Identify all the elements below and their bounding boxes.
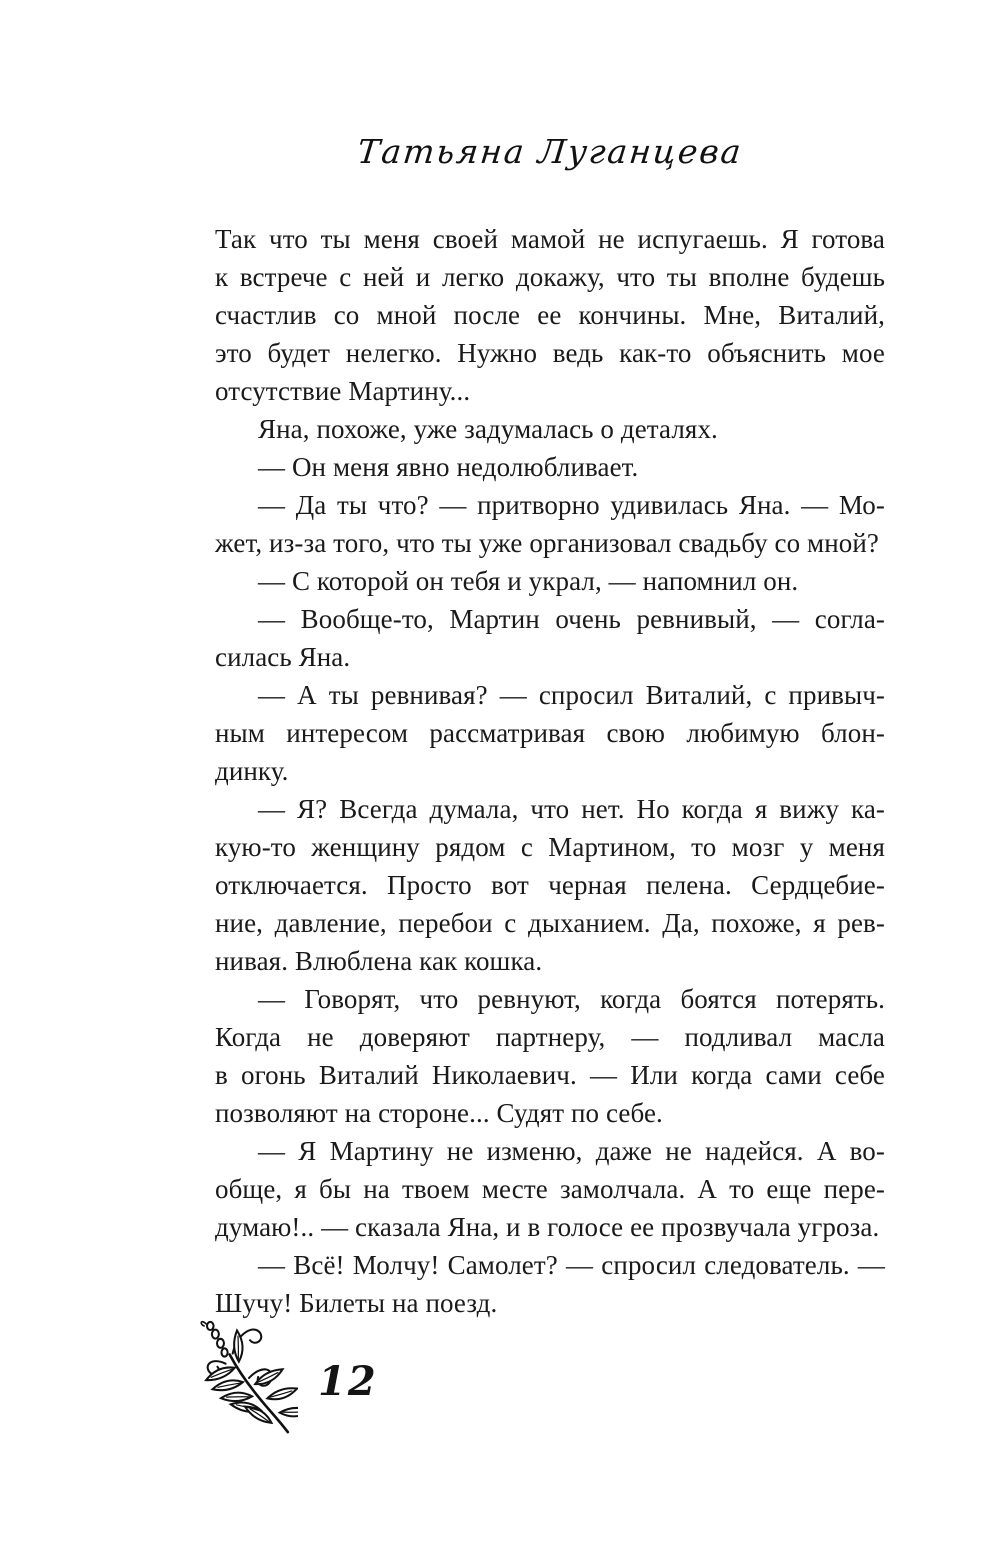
paragraph xyxy=(215,486,885,562)
text-line: позволяют на стороне... Судят по себе. xyxy=(215,1098,663,1128)
text-line: отсутствие Мартину... xyxy=(215,376,471,406)
paragraph xyxy=(215,410,885,448)
text-line: ние, давление, перебои с дыханием. Да, похоже, я рев- xyxy=(215,908,885,938)
text-line: силась Яна. xyxy=(215,642,351,672)
running-header-author: Татьяна Луганцева xyxy=(355,132,745,171)
text-line: Шучу! Билеты на поезд. xyxy=(215,1288,498,1318)
leaf-branch-ornament-icon xyxy=(196,1316,298,1442)
text-line: Яна, похоже, уже задумалась о деталях. xyxy=(258,414,718,444)
text-line: — Вообще-то, Мартин очень ревнивый, — согла- xyxy=(258,604,885,634)
paragraph xyxy=(215,220,885,410)
text-line: динку. xyxy=(215,756,289,786)
text-line: — Я Мартину не изменю, даже не надейся. А во- xyxy=(258,1136,885,1166)
paragraph xyxy=(215,980,885,1132)
text-line: счастлив со мной после ее кончины. Мне, Виталий, xyxy=(215,300,885,330)
text-line: — Говорят, что ревнуют, когда боятся потерять. xyxy=(258,984,885,1014)
text-line: — Он меня явно недолюбливает. xyxy=(258,452,639,482)
paragraph xyxy=(215,562,885,600)
paragraph xyxy=(215,1132,885,1246)
text-line: ным интересом рассматривая свою любимую блон- xyxy=(215,718,885,748)
text-line: — С которой он тебя и украл, — напомнил он. xyxy=(258,566,799,596)
text-line: Когда не доверяют партнеру, — подливал масла xyxy=(215,1022,885,1052)
page-number: 12 xyxy=(318,1358,378,1405)
text-line: — Всё! Молчу! Самолет? — спросил следователь. — xyxy=(258,1250,885,1280)
text-line: жет, из-за того, что ты уже организовал свадьбу со мной? xyxy=(215,528,880,558)
text-line: — Я? Всегда думала, что нет. Но когда я вижу ка- xyxy=(258,794,885,824)
text-line: нивая. Влюблена как кошка. xyxy=(215,946,543,976)
text-block xyxy=(215,220,885,1322)
paragraph xyxy=(215,448,885,486)
text-line: в огонь Виталий Николаевич. — Или когда сами себе xyxy=(215,1060,885,1090)
text-line: Так что ты меня своей мамой не испугаешь. Я готова xyxy=(215,224,885,254)
paragraph xyxy=(215,1246,885,1322)
text-line: это будет нелегко. Нужно ведь как-то объяснить мое xyxy=(215,338,885,368)
text-line: — А ты ревнивая? — спросил Виталий, с привыч- xyxy=(258,680,885,710)
paragraph xyxy=(215,600,885,676)
text-line: думаю!.. — сказала Яна, и в голосе ее прозвучала угроза. xyxy=(215,1212,880,1242)
paragraph xyxy=(215,790,885,980)
text-line: к встрече с ней и легко докажу, что ты вполне будешь xyxy=(215,262,885,292)
text-line: — Да ты что? — притворно удивилась Яна. — Мо- xyxy=(258,490,885,520)
text-line: кую-то женщину рядом с Мартином, то мозг у меня xyxy=(215,832,885,862)
text-line: отключается. Просто вот черная пелена. Сердцебие- xyxy=(215,870,885,900)
paragraph xyxy=(215,676,885,790)
text-line: обще, я бы на твоем месте замолчала. А то еще пере- xyxy=(215,1174,885,1204)
